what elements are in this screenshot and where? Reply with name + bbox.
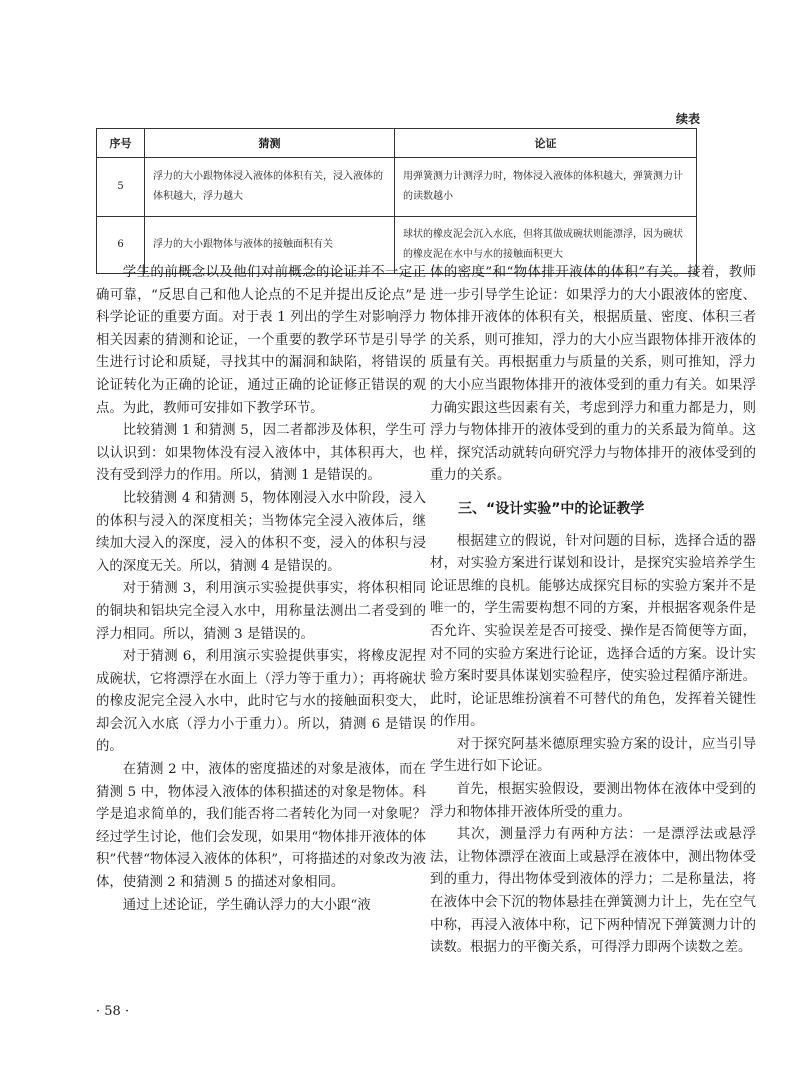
paragraph: 对于猜测 3，利用演示实验提供事实，将体积相同的铜块和铝块完全浸入水中，用称量法测出二者受到的浮力相同。所以，猜测 3 是错误的。 bbox=[96, 581, 426, 642]
paragraph: 通过上述论证，学生确认浮力的大小跟“液 bbox=[122, 897, 371, 913]
page-number: · 58 · bbox=[96, 1004, 130, 1019]
table-header-row bbox=[97, 129, 697, 158]
row-index: 6 bbox=[97, 217, 145, 274]
header-argument: 论证 bbox=[395, 129, 697, 158]
paragraph: 其次，测量浮力有两种方法：一是漂浮法或悬浮法，让物体漂浮在液面上或悬浮在液体中，测出物体受到的重力，得出物体受到液体的浮力；二是称量法，将在液体中会下沉的物体悬挂在弹簧测力计上，先在空气中称，再浸入液体中称，记下两种情况下弹簧测力计的读数。根据力的平衡关系，可得浮力即两个读数之差。 bbox=[430, 827, 756, 956]
paragraph: 学生的前概念以及他们对前概念的论证并不一定正确可靠，“反思自己和他人论点的不足并提出反论点”是科学论证的重要方面。对于表 1 列出的学生对影响浮力相关因素的猜测和论证，一个重要的教学环节是引导学生进行讨论和质疑，寻找其中的漏洞和缺陷，将错误的论证转化为正确的论证，通过正确的论证修正错误的观点。为此，教师可安排如下教学环节。 bbox=[96, 265, 426, 416]
left-column bbox=[96, 262, 426, 917]
paragraph: 对于猜测 6，利用演示实验提供事实，将橡皮泥捏成碗状，它将漂浮在水面上（浮力等于重力）；再将碗状的橡皮泥完全浸入水中，此时它与水的接触面积变大，却会沉入水底（浮力小于重力）。所以，猜测 6 是错误的。 bbox=[96, 649, 426, 755]
row-index: 5 bbox=[97, 158, 145, 217]
paragraph: 在猜测 2 中，液体的密度描述的对象是液体，而在猜测 5 中，物体浸入液体的体积描述的对象是物体。科学是追求简单的，我们能否将二者转化为同一对象呢？经过学生讨论，他们会发现，如果用“物体排开液体的体积”代替“物体浸入液体的体积”，可将描述的对象改为液体，使猜测 2 和猜测 5 的描述对象相同。 bbox=[96, 762, 426, 891]
row-argument: 球状的橡皮泥会沉入水底，但将其做成碗状则能漂浮，因为碗状的橡皮泥在水中与水的接触面积更大 bbox=[395, 217, 697, 274]
paragraph-continuation: 体的密度”和“物体排开液体的体积”有关。接着，教师进一步引导学生论证：如果浮力的大小跟液体的密度、物体排开液体的体积有关，根据质量、密度、体积三者的关系，则可推知，浮力的大小应当跟物体排开液体的质量有关。再根据重力与质量的关系，则可推知，浮力的大小应当跟物体排开的液体受到的重力有关。如果浮力确实跟这些因素有关，考虑到浮力和重力都是力，则浮力与物体排开的液体受到的重力的关系最为简单。这样，探究活动就转向研究浮力与物体排开的液体受到的重力的关系。 bbox=[430, 265, 756, 484]
row-guess: 浮力的大小跟物体浸入液体的体积有关，浸入液体的体积越大，浮力越大 bbox=[145, 158, 395, 217]
header-guess: 猜测 bbox=[145, 129, 395, 158]
paragraph: 比较猜测 1 和猜测 5，因二者都涉及体积，学生可以认识到：如果物体没有浸入液体中，其体积再大，也没有受到浮力的作用。所以，猜测 1 是错误的。 bbox=[96, 423, 426, 484]
right-column bbox=[430, 262, 756, 960]
guess-argument-table bbox=[96, 128, 697, 274]
paragraph: 比较猜测 4 和猜测 5，物体刚浸入水中阶段，浸入的体积与浸入的深度相关；当物体完全浸入液体后，继续加大浸入的深度，浸入的体积不变，浸入的体积与浸入的深度无关。所以，猜测 4 是错误的。 bbox=[96, 490, 426, 574]
paragraph: 首先，根据实验假设，要测出物体在液体中受到的浮力和物体排开液体所受的重力。 bbox=[430, 782, 756, 820]
paragraph: 根据建立的假说，针对问题的目标，选择合适的器材，对实验方案进行谋划和设计，是探究实验培养学生论证思维的良机。能够达成探究目标的实验方案并不是唯一的，学生需要构想不同的方案，并根据客观条件是否允许、实验误差是否可接受、操作是否简便等方面，对不同的实验方案进行论证，选择合适的方案。设计实验方案时要具体谋划实验程序，使实验过程循序渐进。此时，论证思维扮演着不可替代的角色，发挥着关键性的作用。 bbox=[430, 533, 756, 730]
paragraph: 对于探究阿基米德原理实验方案的设计，应当引导学生进行如下论证。 bbox=[430, 736, 756, 775]
section-heading: 三、“设计实验”中的论证教学 bbox=[458, 500, 645, 517]
header-index: 序号 bbox=[97, 129, 145, 158]
table-row bbox=[97, 158, 697, 217]
row-guess: 浮力的大小跟物体与液体的接触面积有关 bbox=[145, 217, 395, 274]
continued-table-label: 续表 bbox=[675, 112, 700, 126]
row-argument: 用弹簧测力计测浮力时，物体浸入液体的体积越大，弹簧测力计的读数越小 bbox=[395, 158, 697, 217]
